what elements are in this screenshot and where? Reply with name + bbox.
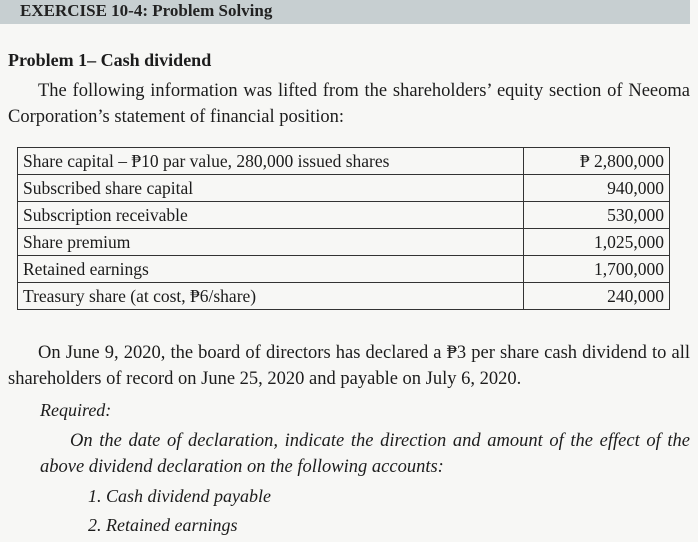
table-row: [18, 202, 670, 229]
exercise-title: EXERCISE 10-4: Problem Solving: [20, 1, 273, 20]
event-paragraph: [8, 340, 690, 392]
table-row: [18, 175, 670, 202]
row-amount: 530,000: [524, 202, 670, 229]
row-amount: ₱ 2,800,000: [524, 148, 670, 175]
table-row: [18, 148, 670, 175]
row-amount: 240,000: [524, 283, 670, 310]
row-amount: 940,000: [524, 175, 670, 202]
row-label: Share premium: [18, 229, 524, 256]
instruction-text: On the date of declaration, indicate the direction and amount of the effect of the above dividend declaration on the following accounts:: [40, 431, 690, 477]
equity-table: [17, 147, 670, 310]
required-label: Required:: [40, 400, 112, 420]
problem-title: Problem 1– Cash dividend: [8, 50, 212, 70]
row-amount: 1,025,000: [524, 229, 670, 256]
intro-text: The following information was lifted from the shareholders’ equity section of Neeoma Corporation’s statement of financial position:: [8, 81, 690, 127]
row-label: Subscribed share capital: [18, 175, 524, 202]
table-row: [18, 229, 670, 256]
table-row: [18, 256, 670, 283]
event-text: On June 9, 2020, the board of directors has declared a ₱3 per share cash dividend to all shareholders of record on June 25, 2020 and payable on July 6, 2020.: [8, 343, 690, 389]
account-item: 1. Cash dividend payable: [88, 486, 271, 506]
intro-paragraph: [8, 78, 690, 130]
row-label: Retained earnings: [18, 256, 524, 283]
account-item: 2. Retained earnings: [88, 515, 238, 535]
instruction-paragraph: [40, 428, 690, 480]
row-label: Treasury share (at cost, ₱6/share): [18, 283, 524, 310]
table-row: [18, 283, 670, 310]
row-label: Subscription receivable: [18, 202, 524, 229]
row-label: Share capital – ₱10 par value, 280,000 issued shares: [18, 148, 524, 175]
row-amount: 1,700,000: [524, 256, 670, 283]
